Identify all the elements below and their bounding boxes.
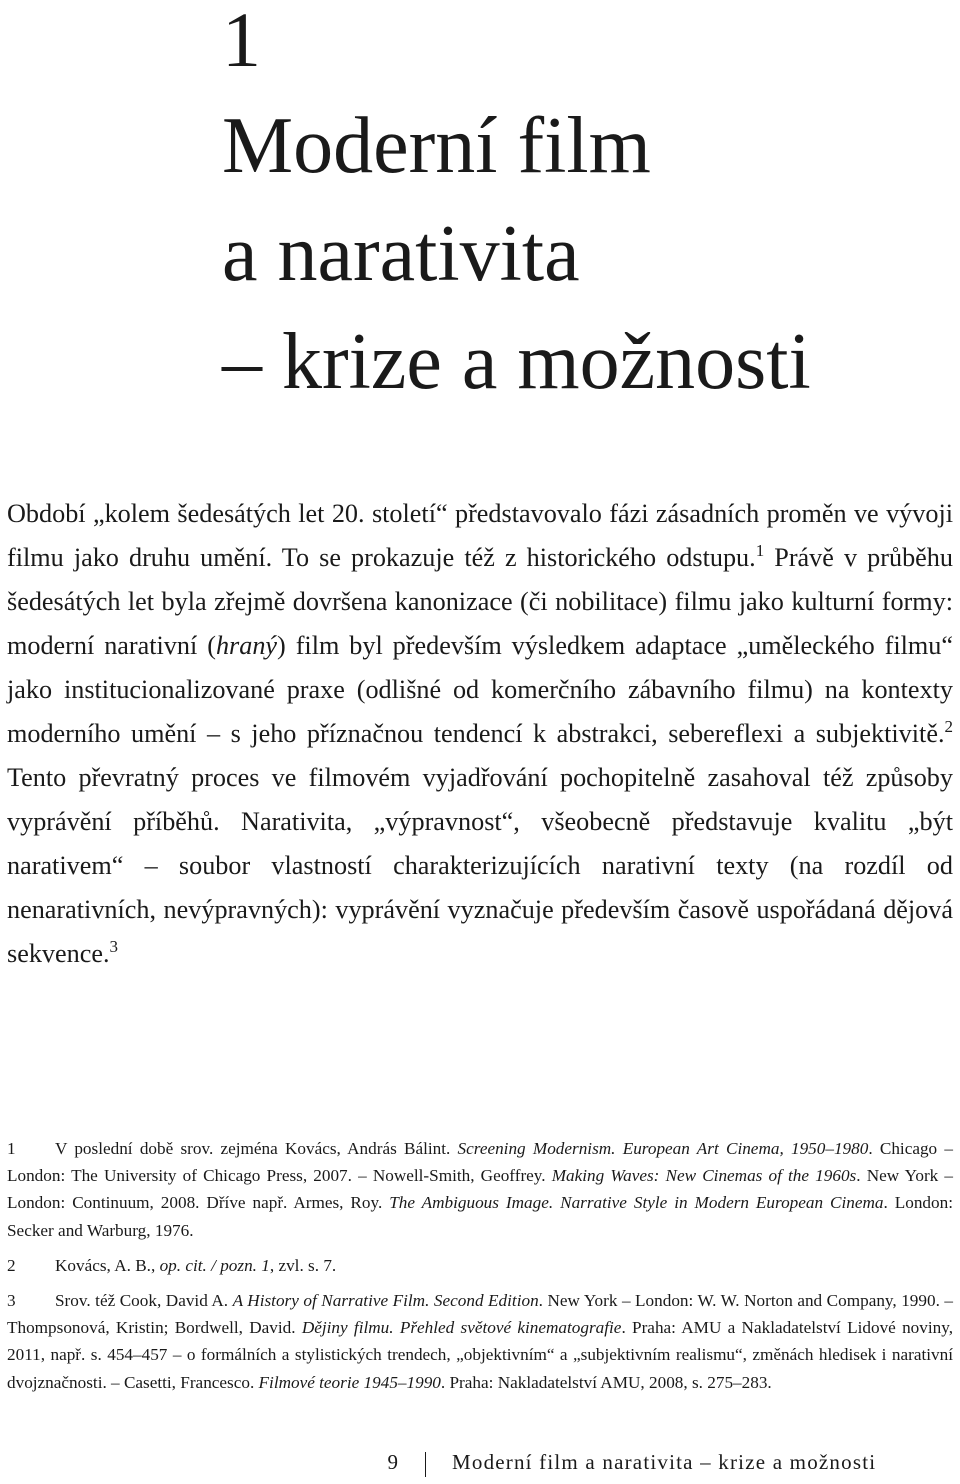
chapter-title-line: – krize a možnosti	[222, 318, 811, 406]
footnote-number: 1	[7, 1139, 16, 1158]
footnote-text: . Praha: AMU a Nakladatelství Lidové noviny, 2011, např. s. 454–457 – o formálních a stylistických trendech, „objektivním“ a „subjektivním realismu“, změnách hledisek i narativní dvojznačnosti. – Casetti, Francesco.	[7, 1318, 954, 1392]
footnote-italic: Making Waves: New Cinemas of the 1960s	[551, 1166, 857, 1186]
running-head: Moderní film a narativita – krize a možnosti	[452, 1450, 877, 1474]
chapter-title-line: a narativita	[222, 210, 580, 298]
footnote-italic: op. cit. / pozn. 1	[159, 1255, 270, 1275]
chapter-title-line: Moderní film	[222, 102, 651, 190]
footnote-text: Srov. též Cook, David A.	[55, 1291, 233, 1311]
footnote-text: . London: Secker and Warburg, 1976.	[7, 1193, 953, 1240]
body-text-segment: ) film byl především výsledkem adaptace „uměleckého filmu“ jako institucionalizované praxe (odlišné od komerčního zábavního filmu) na kontexty moderního umění – s jeho příznačnou tendencí k abstrakci, sebereflexi a subjektivitě.	[7, 631, 953, 748]
footnote-text: . New York – London: Continuum, 2008. Dříve např. Armes, Roy.	[7, 1166, 953, 1213]
footnote-text: , zvl. s. 7.	[269, 1255, 337, 1275]
page-footer	[0, 1448, 960, 1478]
chapter-title	[222, 92, 811, 416]
footnote-ref[interactable]: 1	[755, 541, 765, 560]
footnote-text: V poslední době srov. zejména Kovács, András Bálint.	[55, 1139, 458, 1158]
chapter-number: 1	[222, 0, 261, 83]
body-text-segment: Období „kolem šedesátých let 20. století“ představovalo fázi zásadních proměn ve vývoji filmu jako druhu umění. To se prokazuje též z historického odstupu.	[7, 499, 953, 572]
footnote-text: . Praha: Nakladatelství AMU, 2008, s. 275–283.	[440, 1372, 772, 1392]
footnote-text: . New York – London: W. W. Norton and Company, 1990. – Thompsonová, Kristin; Bordwell, David.	[7, 1291, 953, 1338]
footnote-number: 2	[7, 1255, 16, 1275]
footnote-italic: Filmové teorie 1945–1990	[258, 1372, 441, 1392]
footnote-number: 3	[7, 1291, 16, 1311]
footnote	[7, 1287, 953, 1396]
footnote-text: . Chicago – London: The University of Chicago Press, 2007. – Nowell-Smith, Geoffrey.	[7, 1139, 953, 1186]
footer-divider	[425, 1452, 426, 1477]
footnote-text: Kovács, A. B.,	[55, 1255, 160, 1275]
body-text-segment: Právě v průběhu šedesátých let byla zřejmě dovršena kanonizace (či nobilitace) filmu jako kulturní formy: moderní narativní (	[7, 543, 953, 660]
footnote-ref[interactable]: 3	[109, 937, 119, 956]
footnote-ref[interactable]: 2	[944, 717, 953, 736]
body-text-segment: Tento převratný proces ve filmovém vyjadřování pochopitelně zasahoval též způsoby vyprávění příběhů. Narativita, „výpravnost“, všeobecně představuje kvalitu „být narativem“ – soubor vlastností charakterizujících narativní texty (na rozdíl od nenarativních, nevýpravných): vyprávění vyznačuje především časově uspořádaná dějová sekvence.	[7, 763, 953, 968]
footnote-italic: A History of Narrative Film. Second Edition	[232, 1291, 539, 1311]
footnote-italic: Dějiny filmu. Přehled světové kinematografie	[301, 1318, 622, 1338]
body-text-italic: hraný	[215, 631, 278, 660]
footnotes	[7, 1135, 953, 1396]
page-number: 9	[387, 1450, 398, 1474]
footnote-italic: The Ambiguous Image. Narrative Style in Modern European Cinema	[389, 1193, 884, 1213]
body-paragraph	[7, 492, 953, 976]
footnote-italic: Screening Modernism. European Art Cinema, 1950–1980	[457, 1139, 869, 1158]
footnote	[7, 1252, 953, 1279]
footnote	[7, 1135, 953, 1244]
